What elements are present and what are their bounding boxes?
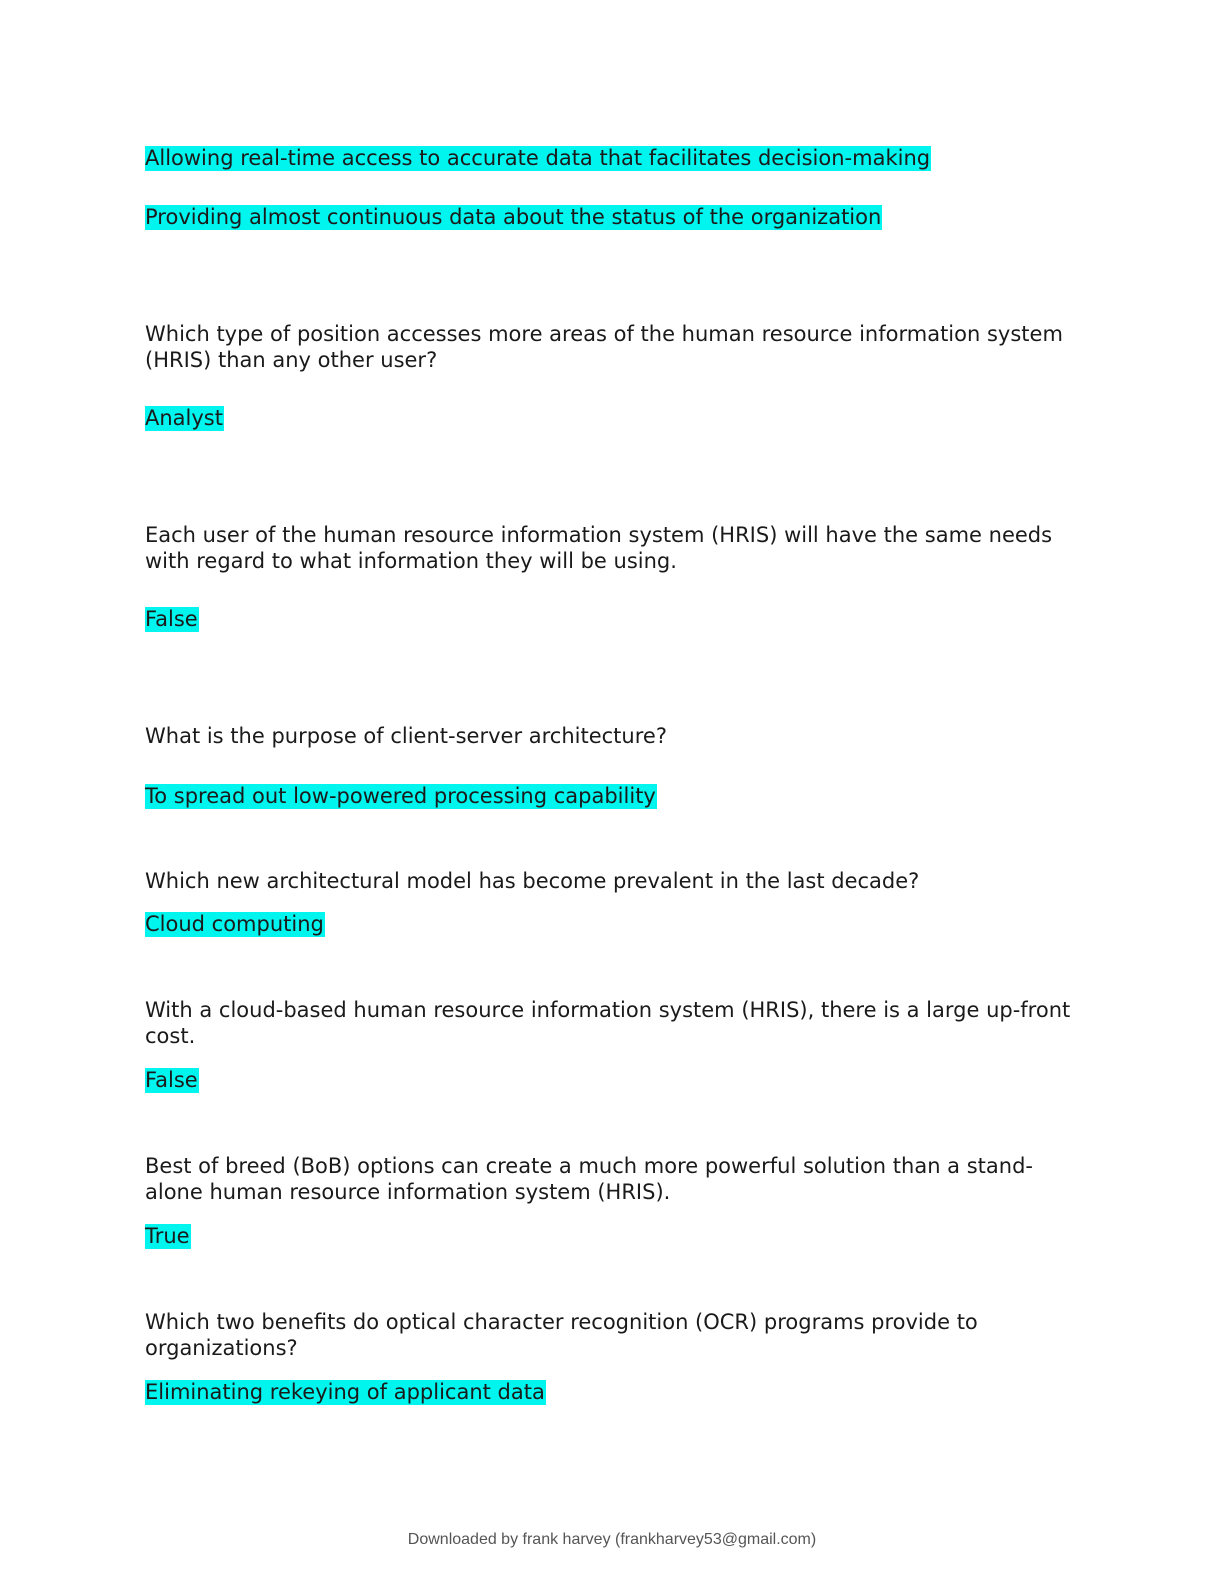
highlighted-answer: Analyst (145, 406, 223, 430)
question-text: Best of breed (BoB) options can create a much more powerful solution than a stand-alone human resource information system (HRIS). (145, 1154, 1033, 1204)
highlighted-answer: Eliminating rekeying of applicant data (145, 1380, 545, 1404)
question-text: Which new architectural model has become prevalent in the last decade? (145, 869, 920, 893)
highlighted-answer: Providing almost continuous data about the status of the organization (145, 205, 882, 229)
question-text: With a cloud-based human resource information system (HRIS), there is a large up-front cost. (145, 998, 1071, 1048)
highlighted-answer: Allowing real-time access to accurate data that facilitates decision-making (145, 146, 931, 170)
question-text: Which type of position accesses more areas of the human resource information system (HRIS) than any other user? (145, 322, 1063, 372)
question-text: What is the purpose of client-server architecture? (145, 724, 667, 748)
answer-line (145, 606, 199, 632)
answer-line (145, 911, 325, 937)
answer-line (145, 1379, 546, 1405)
answer-line (145, 783, 657, 809)
highlighted-answer: Cloud computing (145, 912, 324, 936)
answer-line (145, 1223, 191, 1249)
answer-line (145, 405, 224, 431)
highlighted-answer: True (145, 1224, 190, 1248)
download-footer: Downloaded by frank harvey (frankharvey53@gmail.com) (407, 1531, 817, 1548)
highlighted-answer: False (145, 1068, 198, 1092)
question-text: Which two benefits do optical character recognition (OCR) programs provide to organizations? (145, 1310, 978, 1360)
answer-line (145, 1067, 199, 1093)
highlighted-answer: To spread out low-powered processing capability (145, 784, 656, 808)
highlighted-answer: False (145, 607, 198, 631)
answer-line (145, 204, 882, 230)
question-text: Each user of the human resource information system (HRIS) will have the same needs with regard to what information they will be using. (145, 523, 1053, 573)
answer-line (145, 145, 931, 171)
